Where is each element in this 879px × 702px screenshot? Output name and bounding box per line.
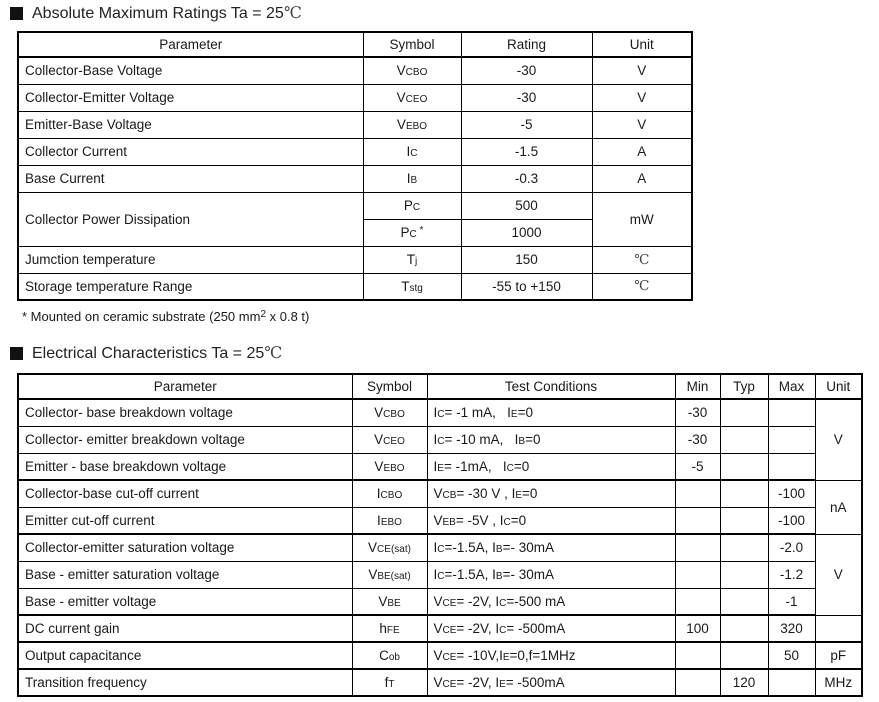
- param-cell: DC current gain: [18, 615, 352, 642]
- min-cell: -30: [675, 399, 720, 426]
- param-cell: Jumction temperature: [18, 246, 363, 273]
- test-conditions-cell: VEB= -5V , IC=0: [427, 507, 675, 534]
- param-cell: Collector-base cut-off current: [18, 480, 352, 507]
- table-row: [18, 273, 692, 300]
- param-cell: Base - emitter voltage: [18, 588, 352, 615]
- max-cell: [768, 399, 815, 426]
- min-cell: -5: [675, 453, 720, 480]
- param-cell: Emitter cut-off current: [18, 507, 352, 534]
- test-conditions-cell: VCE= -2V, IE= -500mA: [427, 669, 675, 696]
- max-cell: -100: [768, 480, 815, 507]
- rating-cell: 500: [461, 192, 592, 219]
- column-header-symbol: Symbol: [363, 32, 461, 57]
- symbol-cell: IB: [363, 165, 461, 192]
- section-title-text: Absolute Maximum Ratings Ta = 25℃: [32, 3, 302, 22]
- max-cell: -2.0: [768, 534, 815, 561]
- unit-cell: V: [815, 534, 862, 615]
- max-cell: 320: [768, 615, 815, 642]
- table-header-row: [18, 374, 862, 399]
- bullet-square-icon: [10, 7, 23, 20]
- min-cell: -30: [675, 426, 720, 453]
- symbol-cell: Tstg: [363, 273, 461, 300]
- symbol-cell: Tj: [363, 246, 461, 273]
- test-conditions-cell: IC=-1.5A, IB=- 30mA: [427, 534, 675, 561]
- rating-cell: -0.3: [461, 165, 592, 192]
- symbol-cell: VEBO: [363, 111, 461, 138]
- test-conditions-cell: IE= -1mA, IC=0: [427, 453, 675, 480]
- table-row: [18, 138, 692, 165]
- column-header-rating: Rating: [461, 32, 592, 57]
- table-row: [18, 84, 692, 111]
- typ-cell: [720, 399, 768, 426]
- unit-cell: V: [592, 57, 692, 84]
- unit-cell: nA: [815, 480, 862, 534]
- table-row: [18, 399, 862, 426]
- section-title-absolute-maximum-ratings: [10, 3, 302, 23]
- table-row: [18, 480, 862, 507]
- param-cell: Collector- base breakdown voltage: [18, 399, 352, 426]
- symbol-cell: fT: [352, 669, 427, 696]
- column-header-min: Min: [675, 374, 720, 399]
- symbol-cell: IC: [363, 138, 461, 165]
- min-cell: 100: [675, 615, 720, 642]
- table-row: [18, 507, 862, 534]
- min-cell: [675, 642, 720, 669]
- rating-cell: -30: [461, 84, 592, 111]
- typ-cell: [720, 426, 768, 453]
- table-row: [18, 426, 862, 453]
- min-cell: [675, 669, 720, 696]
- param-cell: Emitter-Base Voltage: [18, 111, 363, 138]
- symbol-cell: PC *: [363, 219, 461, 246]
- param-cell: Storage temperature Range: [18, 273, 363, 300]
- symbol-cell: VEBO: [352, 453, 427, 480]
- rating-cell: -55 to +150: [461, 273, 592, 300]
- max-cell: -1: [768, 588, 815, 615]
- unit-cell: [815, 615, 862, 642]
- table-row: [18, 561, 862, 588]
- unit-cell: V: [815, 399, 862, 480]
- max-cell: [768, 669, 815, 696]
- unit-cell: ℃: [592, 273, 692, 300]
- symbol-cell: VCBO: [352, 399, 427, 426]
- symbol-cell: VCBO: [363, 57, 461, 84]
- absolute-maximum-ratings-table: [17, 31, 693, 301]
- unit-cell: A: [592, 138, 692, 165]
- max-cell: [768, 426, 815, 453]
- unit-cell: mW: [592, 192, 692, 246]
- min-cell: [675, 588, 720, 615]
- symbol-cell: VCEO: [363, 84, 461, 111]
- typ-cell: [720, 615, 768, 642]
- max-cell: -100: [768, 507, 815, 534]
- table-row: [18, 615, 862, 642]
- min-cell: [675, 534, 720, 561]
- typ-cell: 120: [720, 669, 768, 696]
- max-cell: -1.2: [768, 561, 815, 588]
- typ-cell: [720, 588, 768, 615]
- table-row: [18, 246, 692, 273]
- param-cell: Transition frequency: [18, 669, 352, 696]
- table-row: [18, 453, 862, 480]
- min-cell: [675, 561, 720, 588]
- table-row: [18, 534, 862, 561]
- max-cell: 50: [768, 642, 815, 669]
- electrical-characteristics-table: [17, 373, 863, 697]
- section-title-text: Electrical Characteristics Ta = 25℃: [32, 343, 283, 362]
- rating-cell: 1000: [461, 219, 592, 246]
- rating-cell: -1.5: [461, 138, 592, 165]
- unit-cell: ℃: [592, 246, 692, 273]
- max-cell: [768, 453, 815, 480]
- param-cell: Collector-Emitter Voltage: [18, 84, 363, 111]
- rating-cell: -30: [461, 57, 592, 84]
- column-header-parameter: Parameter: [18, 374, 352, 399]
- test-conditions-cell: IC= -1 mA, IE=0: [427, 399, 675, 426]
- symbol-cell: hFE: [352, 615, 427, 642]
- typ-cell: [720, 507, 768, 534]
- table-row: [18, 57, 692, 84]
- param-cell: Collector-Base Voltage: [18, 57, 363, 84]
- unit-cell: A: [592, 165, 692, 192]
- column-header-unit: Unit: [815, 374, 862, 399]
- symbol-cell: VCEO: [352, 426, 427, 453]
- table-row: [18, 642, 862, 669]
- test-conditions-cell: IC= -10 mA, IB=0: [427, 426, 675, 453]
- column-header-symbol: Symbol: [352, 374, 427, 399]
- test-conditions-cell: VCE= -2V, IC=-500 mA: [427, 588, 675, 615]
- unit-cell: V: [592, 111, 692, 138]
- param-cell: Base Current: [18, 165, 363, 192]
- unit-cell: pF: [815, 642, 862, 669]
- column-header-max: Max: [768, 374, 815, 399]
- test-conditions-cell: IC=-1.5A, IB=- 30mA: [427, 561, 675, 588]
- test-conditions-cell: VCE= -2V, IC= -500mA: [427, 615, 675, 642]
- typ-cell: [720, 561, 768, 588]
- min-cell: [675, 480, 720, 507]
- footnote: * Mounted on ceramic substrate (250 $mm^2$ x 0.8 t): [22, 309, 310, 324]
- symbol-cell: ICBO: [352, 480, 427, 507]
- rating-cell: -5: [461, 111, 592, 138]
- column-header-parameter: Parameter: [18, 32, 363, 57]
- table-row: [18, 111, 692, 138]
- param-cell: Output capacitance: [18, 642, 352, 669]
- symbol-cell: VBE(sat): [352, 561, 427, 588]
- table-row: [18, 669, 862, 696]
- symbol-cell: PC: [363, 192, 461, 219]
- param-cell: Collector-emitter saturation voltage: [18, 534, 352, 561]
- symbol-cell: IEBO: [352, 507, 427, 534]
- test-conditions-cell: VCB= -30 V , IE=0: [427, 480, 675, 507]
- param-cell: Collector Power Dissipation: [18, 192, 363, 246]
- typ-cell: [720, 480, 768, 507]
- table-header-row: [18, 32, 692, 57]
- table-row: [18, 165, 692, 192]
- unit-cell: V: [592, 84, 692, 111]
- table-row: [18, 192, 692, 219]
- param-cell: Emitter - base breakdown voltage: [18, 453, 352, 480]
- symbol-cell: VCE(sat): [352, 534, 427, 561]
- section-title-electrical-characteristics: [10, 343, 282, 363]
- column-header-unit: Unit: [592, 32, 692, 57]
- column-header-typ: Typ: [720, 374, 768, 399]
- rating-cell: 150: [461, 246, 592, 273]
- bullet-square-icon: [10, 347, 23, 360]
- test-conditions-cell: VCE= -10V,IE=0,f=1MHz: [427, 642, 675, 669]
- typ-cell: [720, 642, 768, 669]
- min-cell: [675, 507, 720, 534]
- typ-cell: [720, 453, 768, 480]
- symbol-cell: Cob: [352, 642, 427, 669]
- param-cell: Collector- emitter breakdown voltage: [18, 426, 352, 453]
- unit-cell: MHz: [815, 669, 862, 696]
- table-row: [18, 588, 862, 615]
- symbol-cell: VBE: [352, 588, 427, 615]
- typ-cell: [720, 534, 768, 561]
- column-header-test-conditions: Test Conditions: [427, 374, 675, 399]
- param-cell: Base - emitter saturation voltage: [18, 561, 352, 588]
- param-cell: Collector Current: [18, 138, 363, 165]
